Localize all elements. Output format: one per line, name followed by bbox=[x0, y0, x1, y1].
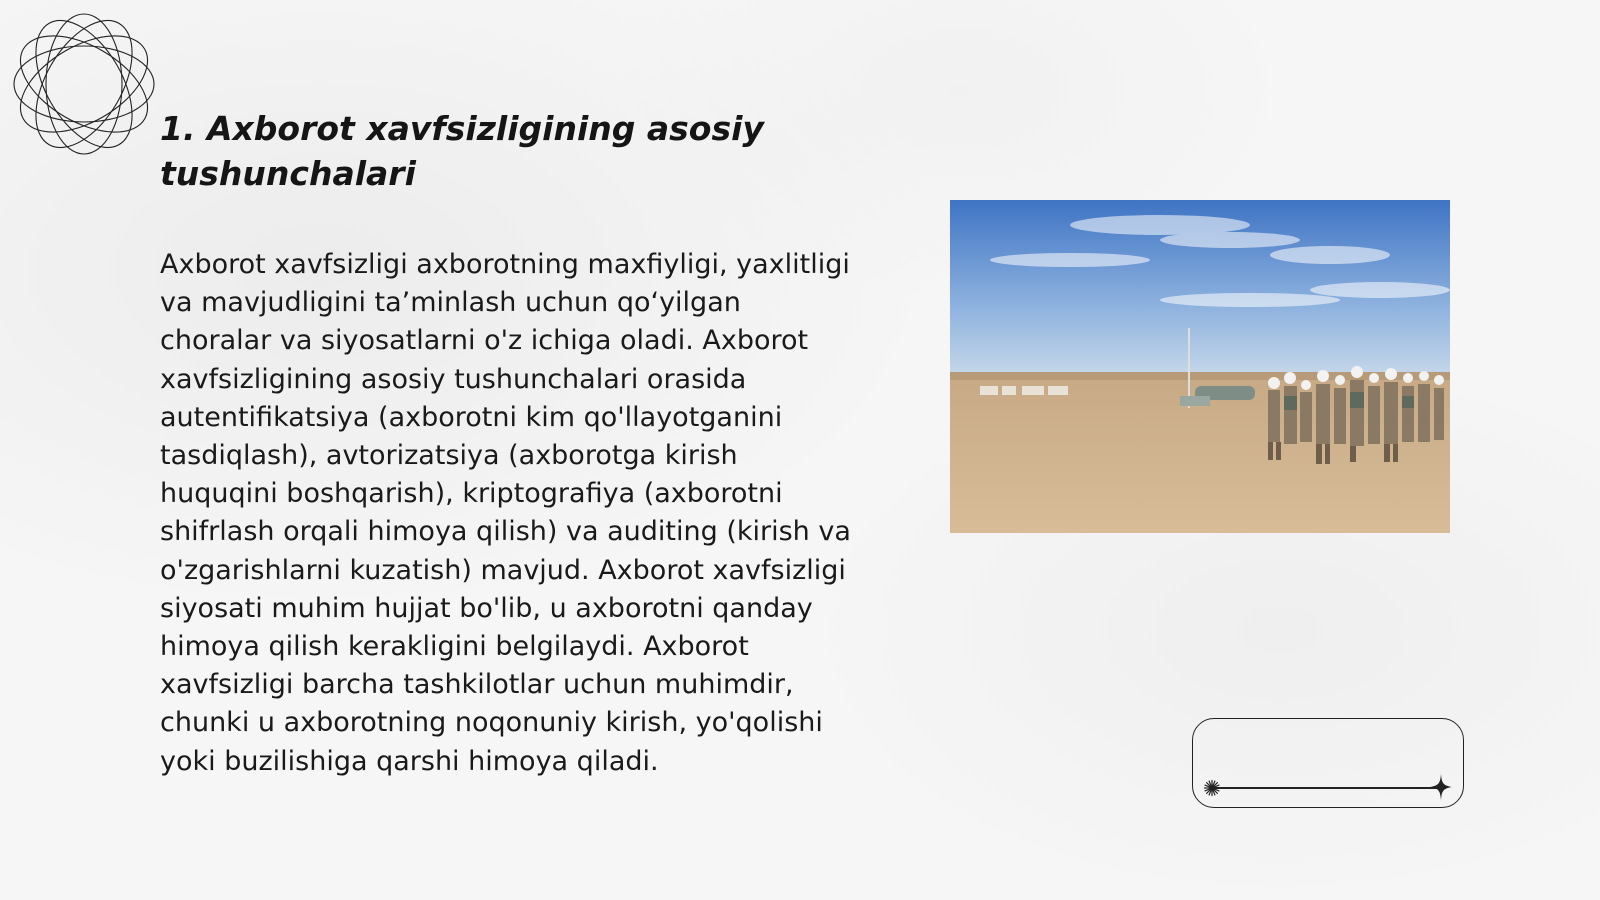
desert-group-photo bbox=[950, 200, 1450, 533]
sparkle-icon bbox=[1430, 774, 1452, 800]
circular-lines-ornament-icon bbox=[10, 10, 158, 158]
rounded-frame-icon bbox=[1192, 718, 1464, 808]
divider-line bbox=[1210, 787, 1446, 789]
slide-title: 1. Axborot xavfsizligining asosiy tushunchalari bbox=[160, 109, 764, 193]
desert-group-photo-icon bbox=[950, 200, 1450, 533]
starburst-icon bbox=[1202, 778, 1222, 798]
slide-body-text: Axborot xavfsizligi axborotning maxfiyligi, yaxlitligi va mavjudligini ta’minlash uchun qo‘yilgan choralar va siyosatlarni o'z ichiga oladi. Axborot xavfsizligining asosiy tushunchalari orasida autentifikatsiya (axborotni kim qo'llayotganini tasdiqlash), avtorizatsiya (axborotga kirish huquqini boshqarish), kriptografiya (axborotni shifrlash orqali himoya qilish) va auditing (kirish va o'zgarishlarni kuzatish) mavjud. Axborot xavfsizligi siyosati muhim hujjat bo'lib, u axborotni qanday himoya qilish kerakligini belgilaydi. Axborot xavfsizligi barcha tashkilotlar uchun muhimdir, chunki u axborotning noqonuniy kirish, yo'qolishi yoki buzilishiga qarshi himoya qiladi. bbox=[160, 249, 851, 777]
